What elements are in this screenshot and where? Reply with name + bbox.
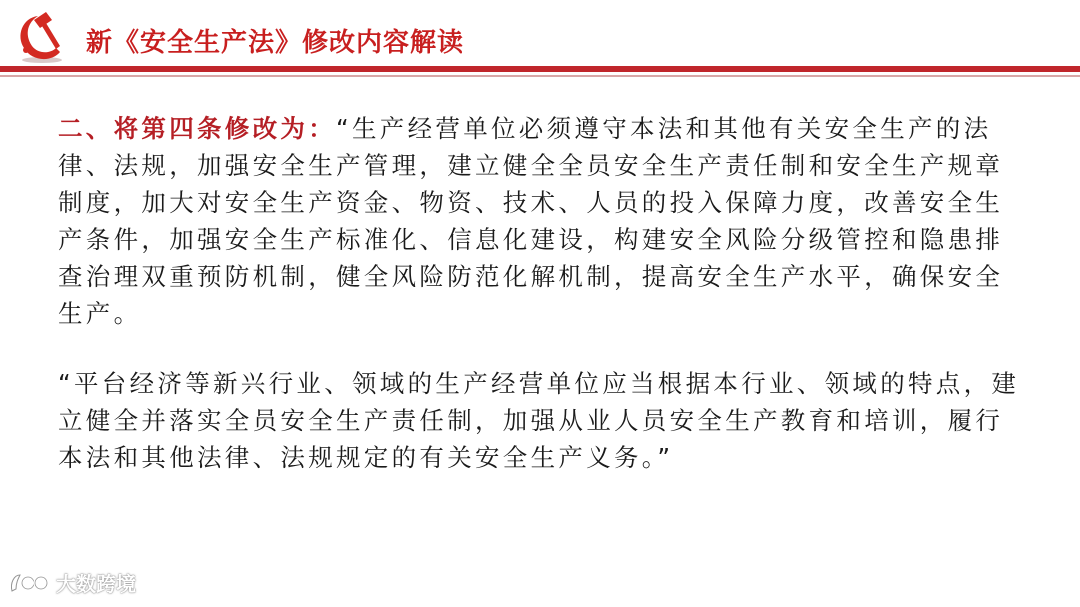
header-divider [0,66,1080,72]
page-title: 新《安全生产法》修改内容解读 [86,28,465,58]
header-divider-thin [0,75,1080,77]
party-emblem-icon [12,8,68,64]
watermark [8,568,136,597]
article-paragraph-1-text: “生产经营单位必须遵守本法和其他有关安全生产的法律、法规，加强安全生产管理，建立健全全员安全生产责任制和安全生产规章制度，加大对安全生产资金、物资、技术、人员的投入保障力度，改善安全生产条件，加强安全生产标准化、信息化建设，构建安全风险分级管控和隐患排查治理双重预防机制，健全风险防范化解机制，提高安全生产水平，确保安全生产。 [58,114,1004,328]
article-paragraph-1 [58,110,1030,332]
article-paragraph-2: “平台经济等新兴行业、领域的生产经营单位应当根据本行业、领域的特点，建立健全并落实全员安全生产责任制，加强从业人员安全生产教育和培训，履行本法和其他法律、法规规定的有关安全生产义务。” [58,369,1020,472]
article-lead: 二、将第四条修改为： [58,114,336,143]
slide-header [0,0,1080,70]
watermark-text: 大数跨境 [56,572,136,596]
article-body [58,110,1030,476]
watermark-logo-icon [8,571,50,595]
